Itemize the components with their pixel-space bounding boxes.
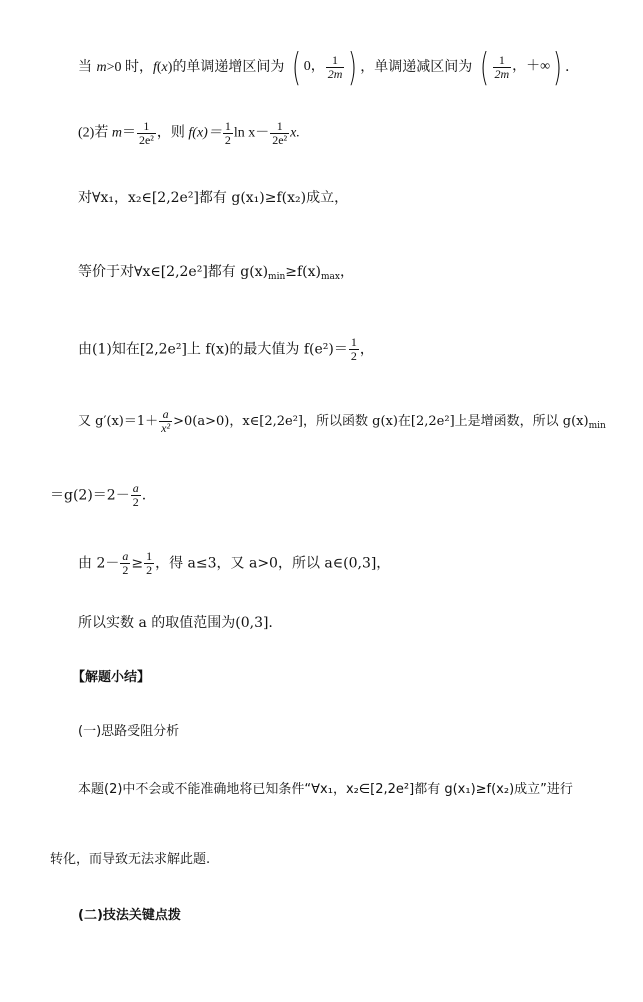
text: 等价于对∀x∈[2,2e²]都有 g(x) xyxy=(78,264,269,280)
text: ＝g(2)＝2－ xyxy=(50,487,130,504)
subscript-max: max xyxy=(320,272,340,282)
ln-term: ln x－ xyxy=(233,125,270,141)
fraction xyxy=(144,550,154,577)
text: ， xyxy=(339,264,354,280)
paren: ( xyxy=(156,60,162,75)
text: >0 时， xyxy=(106,60,153,75)
fraction xyxy=(131,482,141,509)
numerator: 1 xyxy=(224,119,231,133)
interval-lower: 0， xyxy=(303,59,325,74)
line-forall-condition: 对∀x₁，x₂∈[2,2e²]都有 g(x₁)≥f(x₂)成立， xyxy=(78,190,349,206)
ge-sign: ≥ xyxy=(131,555,144,572)
numerator: a xyxy=(122,549,129,563)
text: x. xyxy=(290,125,300,141)
interval-upper: ，＋∞ xyxy=(512,59,551,74)
numerator: 1 xyxy=(332,52,339,67)
text: 又 g′(x)＝1＋ xyxy=(78,414,159,429)
var-m: m xyxy=(96,60,107,75)
bracket-close: ) xyxy=(348,45,358,89)
denominator: 2 xyxy=(146,563,153,577)
subscript-min: min xyxy=(268,272,286,282)
text: ，单调递减区间为 xyxy=(360,59,473,75)
increasing-interval xyxy=(289,45,360,89)
denominator: x² xyxy=(161,421,171,435)
equals: ＝ xyxy=(121,125,136,141)
subheading-key-points: (二)技法关键点拨 xyxy=(78,908,181,923)
numerator: 1 xyxy=(498,52,505,67)
bracket-close: ) xyxy=(553,45,563,89)
paren: ) xyxy=(167,60,173,75)
numerator: 1 xyxy=(146,549,153,563)
numerator: a xyxy=(162,407,169,421)
denominator: 2m xyxy=(327,66,343,81)
denominator: 2e² xyxy=(138,133,154,147)
text: >0(a>0)，x∈[2,2e²]，所以函数 g(x)在[2,2e²]上是增函数，所以 g(x) xyxy=(173,414,589,429)
bracket-open: ( xyxy=(479,45,489,89)
line-monotonic-intervals xyxy=(78,45,570,89)
line-equivalent xyxy=(78,262,354,287)
decreasing-interval xyxy=(477,45,565,89)
bracket-open: ( xyxy=(291,45,301,89)
denominator: 2 xyxy=(350,349,357,363)
numerator: 1 xyxy=(350,335,357,349)
text: 的单调递增区间为 xyxy=(172,59,285,75)
period: . xyxy=(141,487,147,504)
fraction xyxy=(349,336,359,363)
fraction xyxy=(270,120,289,147)
text: (2)若 xyxy=(78,125,112,141)
paragraph-analysis-1: 本题(2)中不会或不能准确地将已知条件“∀x₁，x₂∈[2,2e²]都有 g(x₁)≥f(x₂)成立”进行 xyxy=(78,782,573,797)
denominator: 2e² xyxy=(272,133,288,147)
line-max-value xyxy=(78,336,374,363)
text: ，得 a≤3，又 a>0，所以 a∈(0,3]， xyxy=(155,555,391,572)
fraction xyxy=(326,54,345,81)
denominator: 2 xyxy=(122,563,129,577)
var-f: f xyxy=(152,60,157,75)
text: ，则 xyxy=(156,125,189,141)
denominator: 2m xyxy=(494,66,510,81)
denominator: 2 xyxy=(132,495,139,509)
var-m: m xyxy=(111,125,122,141)
text: ， xyxy=(359,341,374,358)
line-inequality xyxy=(78,550,390,577)
line-part2-definition xyxy=(78,120,300,147)
section-heading-summary: 【解题小结】 xyxy=(72,670,151,685)
fraction xyxy=(120,550,130,577)
fraction xyxy=(137,120,156,147)
denominator: 2 xyxy=(224,133,231,147)
numerator: a xyxy=(132,481,139,495)
text: 由 2－ xyxy=(78,555,120,572)
period: . xyxy=(564,59,570,75)
line-range-conclusion: 所以实数 a 的取值范围为(0,3]. xyxy=(78,615,273,631)
var-x: x xyxy=(161,60,168,75)
line-derivative xyxy=(78,408,606,436)
text: 当 xyxy=(78,59,97,75)
subheading-obstacle-analysis: (一)思路受阻分析 xyxy=(78,724,180,739)
function-f: f(x)＝ xyxy=(188,125,222,141)
text: ≥f(x) xyxy=(285,264,321,280)
subscript-min: min xyxy=(588,421,606,431)
numerator: 1 xyxy=(276,119,283,133)
fraction xyxy=(493,54,512,81)
text: 由(1)知在[2,2e²]上 f(x)的最大值为 f(e²)＝ xyxy=(78,341,348,358)
paragraph-analysis-2: 转化，而导致无法求解此题. xyxy=(50,852,211,867)
fraction xyxy=(223,120,233,147)
line-g2-value xyxy=(50,482,146,509)
fraction xyxy=(159,408,172,435)
numerator: 1 xyxy=(143,119,150,133)
